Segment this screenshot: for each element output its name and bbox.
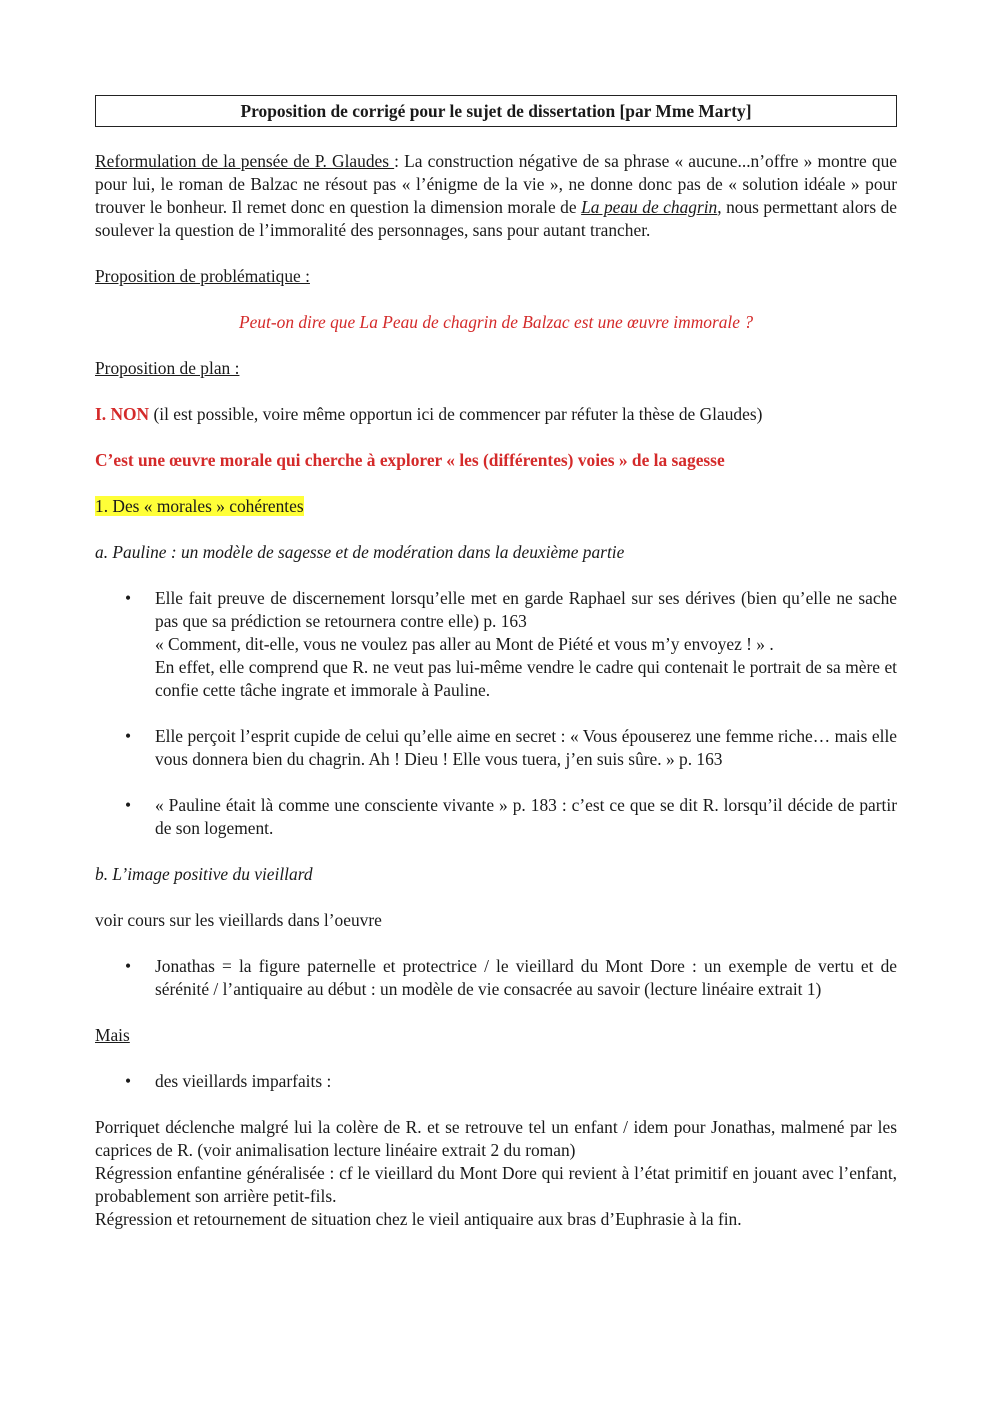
- subpart1-heading: 1. Des « morales » cohérentes: [95, 496, 304, 516]
- final-paragraph-2: Régression enfantine généralisée : cf le vieillard du Mont Dore qui revient à l’état primitif en jouant avec l’enfant, probablement son arrière petit-fils.: [95, 1163, 897, 1206]
- final-paragraph-3: Régression et retournement de situation chez le vieil antiquaire aux bras d’Euphrasie à la fin.: [95, 1209, 742, 1229]
- list-item: [95, 587, 897, 702]
- reformulation-text-1: : La construction négative de sa phrase « aucune...n’offre » montre que pour lui, le roman de Balzac ne résout pas « l’énigme de la vie », ne donne donc pas de « solution idéale » pour trouver le bonheur. Il remet donc en question la dimension morale de: [95, 151, 897, 217]
- list-item: [95, 794, 897, 840]
- subpart-a-heading: a. Pauline : un modèle de sagesse et de modération dans la deuxième partie: [95, 542, 625, 562]
- pauline-bullet-list: [95, 587, 897, 840]
- document-title: Proposition de corrigé pour le sujet de dissertation [par Mme Marty]: [240, 100, 752, 121]
- document-content: [95, 95, 897, 1231]
- list-item: [95, 1070, 897, 1093]
- part1-thesis: C’est une œuvre morale qui cherche à explorer « les (différentes) voies » de la sagesse: [95, 450, 725, 470]
- subpart1-line: [95, 495, 897, 518]
- mais-line: [95, 1024, 897, 1047]
- reformulation-paragraph: [95, 150, 897, 242]
- reformulation-text-2: , nous permettant alors de soulever la question de l’immoralité des personnages, sans pour autant trancher.: [95, 197, 897, 240]
- part1-heading-line: [95, 403, 897, 426]
- bullet-glyph: •: [125, 726, 132, 746]
- final-paragraph-1: Porriquet déclenche malgré lui la colère de R. et se retrouve tel un enfant / idem pour Jonathas, malmené par les caprices de R. (voir animalisation lecture linéaire extrait 2 du roman): [95, 1117, 897, 1160]
- vieillard-bullet-list: [95, 955, 897, 1001]
- bullet-text: Elle perçoit l’esprit cupide de celui qu’elle aime en secret : « Vous épouserez une femme riche… mais elle vous donnera bien du chagrin. Ah ! Dieu ! Elle vous tuera, j’en suis sûre. » p. 163: [155, 726, 897, 769]
- document-title-box: [95, 95, 897, 127]
- subpart-b-heading: b. L’image positive du vieillard: [95, 864, 313, 884]
- bullet-text: des vieillards imparfaits :: [155, 1071, 332, 1091]
- problematique-question: Peut-on dire que La Peau de chagrin de Balzac est une œuvre immorale ?: [238, 312, 754, 332]
- bullet-text: « Pauline était là comme une consciente vivante » p. 183 : c’est ce que se dit R. lorsqu’il décide de partir de son logement.: [155, 795, 897, 838]
- mais-label: Mais: [95, 1025, 130, 1045]
- bullet-quote: « Comment, dit-elle, vous ne voulez pas aller au Mont de Piété et vous m’y envoyez ! » .: [155, 634, 774, 654]
- part1-note: (il est possible, voire même opportun ici de commencer par réfuter la thèse de Glaudes): [149, 404, 763, 424]
- bullet-text: Jonathas = la figure paternelle et protectrice / le vieillard du Mont Dore : un exemple de vertu et de sérénité / l’antiquaire au début : un modèle de vie consacrée au savoir (lecture linéaire extrait 1): [155, 956, 897, 999]
- list-item: [95, 955, 897, 1001]
- mais-bullet-list: [95, 1070, 897, 1093]
- plan-label-line: [95, 357, 897, 380]
- reformulation-label: Reformulation de la pensée de P. Glaudes: [95, 151, 395, 171]
- part1-heading: I. NON: [95, 404, 150, 424]
- book-title: La peau de chagrin: [581, 197, 718, 217]
- bullet-glyph: •: [125, 956, 132, 976]
- bullet-glyph: •: [125, 1071, 132, 1091]
- list-item: [95, 725, 897, 771]
- bullet-text: Elle fait preuve de discernement lorsqu’elle met en garde Raphael sur ses dérives (bien qu’elle ne sache pas que sa prédiction se retournera contre elle) p. 163: [155, 588, 897, 631]
- bullet-glyph: •: [125, 795, 132, 815]
- problematique-label: Proposition de problématique :: [95, 266, 310, 286]
- voir-cours-line: voir cours sur les vieillards dans l’oeuvre: [95, 910, 382, 930]
- problematique-label-line: [95, 265, 897, 288]
- bullet-glyph: •: [125, 588, 132, 608]
- bullet-explanation: En effet, elle comprend que R. ne veut pas lui-même vendre le cadre qui contenait le portrait de sa mère et confie cette tâche ingrate et immorale à Pauline.: [155, 657, 897, 700]
- plan-label: Proposition de plan :: [95, 358, 240, 378]
